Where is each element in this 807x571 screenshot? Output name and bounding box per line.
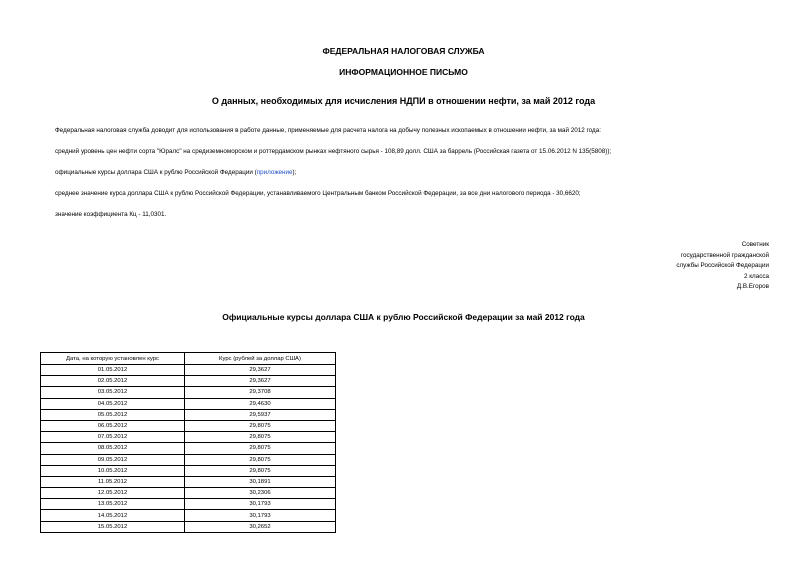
paragraph-exchange-rates (55, 169, 296, 176)
agency-name: ФЕДЕРАЛЬНАЯ НАЛОГОВАЯ СЛУЖБА (322, 46, 485, 56)
rate-value-cell: 29,8075 (185, 443, 336, 454)
rate-date-cell: 15.05.2012 (41, 521, 185, 532)
table-body (41, 365, 336, 533)
rate-value-cell: 29,3627 (185, 365, 336, 376)
column-header-rate: Курс (рублей за доллар США) (185, 353, 336, 365)
rate-value-cell: 29,5937 (185, 409, 336, 420)
rate-value-cell: 29,8075 (185, 454, 336, 465)
paragraph-oil-price: средний уровень цен нефти сорта "Юралс" на средиземноморском и роттердамском рынках нефтяного сырья - 108,89 долл. США за баррель (Российская газета от 15.06.2012 N 135(5808)); (55, 148, 612, 155)
table-row (41, 376, 336, 387)
rate-date-cell: 04.05.2012 (41, 398, 185, 409)
rate-value-cell: 29,8075 (185, 465, 336, 476)
rate-date-cell: 08.05.2012 (41, 443, 185, 454)
document-subject: О данных, необходимых для исчисления НДПИ в отношении нефти, за май 2012 года (211, 96, 596, 106)
table-row (41, 409, 336, 420)
rate-value-cell: 29,3708 (185, 387, 336, 398)
table-row (41, 465, 336, 476)
rate-value-cell: 30,2306 (185, 488, 336, 499)
table-row (41, 420, 336, 431)
signature-title-line: Советник (741, 241, 769, 248)
rate-value-cell: 30,1793 (185, 499, 336, 510)
paragraph-intro: Федеральная налоговая служба доводит для использования в работе данные, применяемые для расчета налога на добычу полезных ископаемых в отношении нефти, за май 2012 года: (55, 127, 601, 134)
rate-date-cell: 02.05.2012 (41, 376, 185, 387)
table-row (41, 499, 336, 510)
rate-date-cell: 13.05.2012 (41, 499, 185, 510)
table-row (41, 476, 336, 487)
table-row (41, 488, 336, 499)
rate-value-cell: 30,1793 (185, 510, 336, 521)
rate-date-cell: 03.05.2012 (41, 387, 185, 398)
rate-date-cell: 10.05.2012 (41, 465, 185, 476)
table-row (41, 454, 336, 465)
exchange-rates-table (40, 352, 336, 533)
rate-value-cell: 29,4630 (185, 398, 336, 409)
rate-date-cell: 01.05.2012 (41, 365, 185, 376)
rate-date-cell: 09.05.2012 (41, 454, 185, 465)
signatory-name: Д.В.Егоров (736, 283, 769, 291)
signature-title-line: 2 класса (743, 272, 769, 280)
table-row (41, 432, 336, 443)
rate-date-cell: 07.05.2012 (41, 432, 185, 443)
paragraph-exchange-rates-prefix: официальные курсы доллара США к рублю Российской Федерации ( (55, 169, 257, 176)
rate-date-cell: 14.05.2012 (41, 510, 185, 521)
rate-date-cell: 12.05.2012 (41, 488, 185, 499)
table-row (41, 443, 336, 454)
appendix-link[interactable]: приложение (256, 169, 293, 176)
rate-value-cell: 29,3627 (185, 376, 336, 387)
table-title: Официальные курсы доллара США к рублю Российской Федерации за май 2012 года (222, 312, 585, 322)
rate-value-cell: 30,2652 (185, 521, 336, 532)
rate-value-cell: 29,8075 (185, 432, 336, 443)
table-row (41, 398, 336, 409)
rate-date-cell: 11.05.2012 (41, 476, 185, 487)
paragraph-coefficient: значение коэффициента Кц - 11,0301. (55, 211, 167, 218)
rate-value-cell: 30,1891 (185, 476, 336, 487)
paragraph-average-rate: среднее значение курса доллара США к рублю Российской Федерации, устанавливаемого Центральным банком Российской Федерации, за все дни налогового периода - 30,6620; (55, 190, 581, 197)
signature-title-line: государственной гражданской (680, 251, 769, 259)
rate-value-cell: 29,8075 (185, 420, 336, 431)
rate-date-cell: 06.05.2012 (41, 420, 185, 431)
table-row (41, 510, 336, 521)
signature-block (676, 240, 769, 293)
signature-title-line: службы Российской Федерации (676, 262, 769, 270)
table-row (41, 521, 336, 532)
table-row (41, 365, 336, 376)
table-header-row (41, 353, 336, 365)
rate-date-cell: 05.05.2012 (41, 409, 185, 420)
document-type: ИНФОРМАЦИОННОЕ ПИСЬМО (339, 67, 468, 77)
table-row (41, 387, 336, 398)
column-header-date: Дата, на которую установлен курс (41, 353, 185, 365)
paragraph-exchange-rates-suffix: ); (292, 169, 297, 176)
